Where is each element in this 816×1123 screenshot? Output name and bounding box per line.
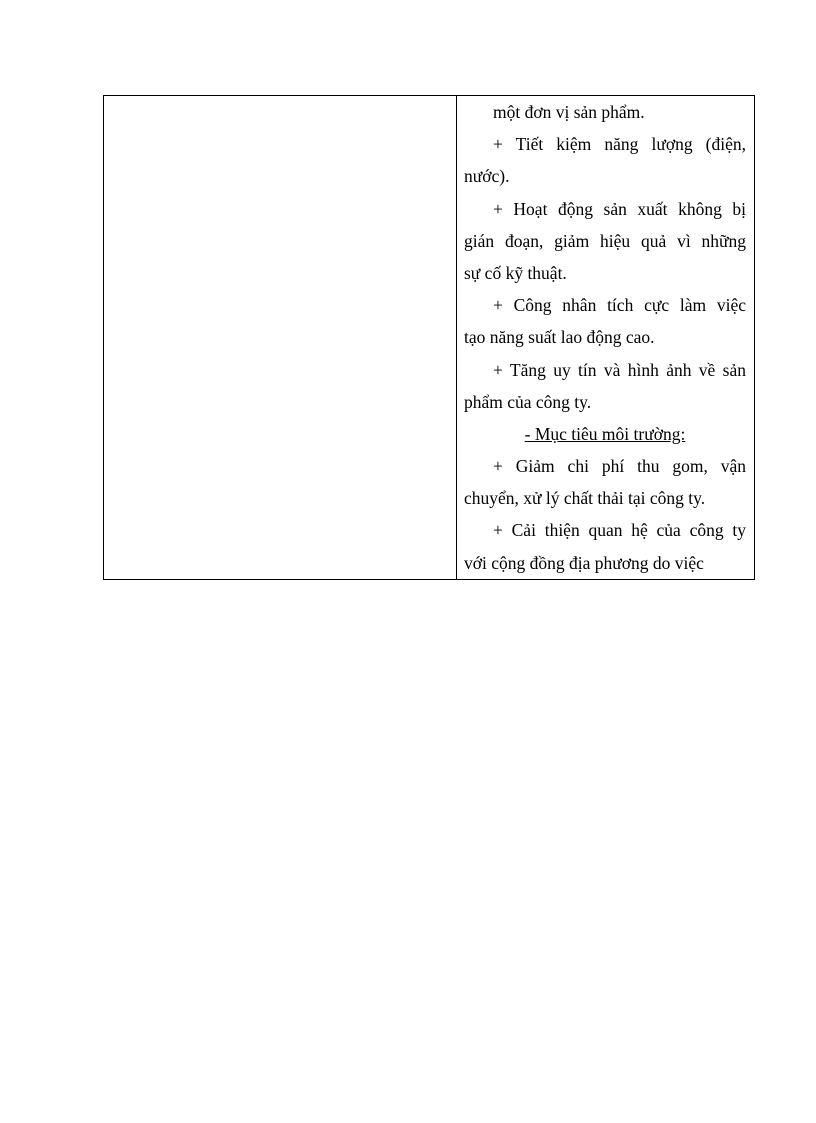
text-line: + Tiết kiệm năng lượng (điện, (493, 134, 746, 155)
text-line: + Cải thiện quan hệ của công ty (493, 520, 746, 541)
section-heading-text: - Mục tiêu môi trường: (524, 423, 686, 444)
right-cell (457, 96, 755, 580)
text-line: nước). (464, 166, 510, 187)
text-line: một đơn vị sản phẩm. (493, 102, 645, 122)
right-cell-content (457, 96, 754, 579)
text-line: + Hoạt động sản xuất không bị (493, 198, 746, 219)
text-line: sự cố kỹ thuật. (464, 262, 567, 283)
text-line: gián đoạn, giảm hiệu quả vì những (464, 230, 746, 251)
text-line: chuyển, xử lý chất thải tại công ty. (464, 488, 706, 509)
text-line: với cộng đồng địa phương do việc (464, 552, 704, 573)
text-line: + Giảm chi phí thu gom, vận (493, 456, 746, 477)
text-line: + Tăng uy tín và hình ảnh về sản (493, 359, 746, 380)
text-line: phẩm của công ty. (464, 391, 592, 412)
document-table (103, 95, 755, 580)
text-line: tạo năng suất lao động cao. (464, 327, 655, 348)
left-cell (104, 96, 457, 580)
section-heading (464, 418, 746, 450)
text-line: + Công nhân tích cực làm việc (493, 295, 746, 316)
table-row (104, 96, 755, 580)
